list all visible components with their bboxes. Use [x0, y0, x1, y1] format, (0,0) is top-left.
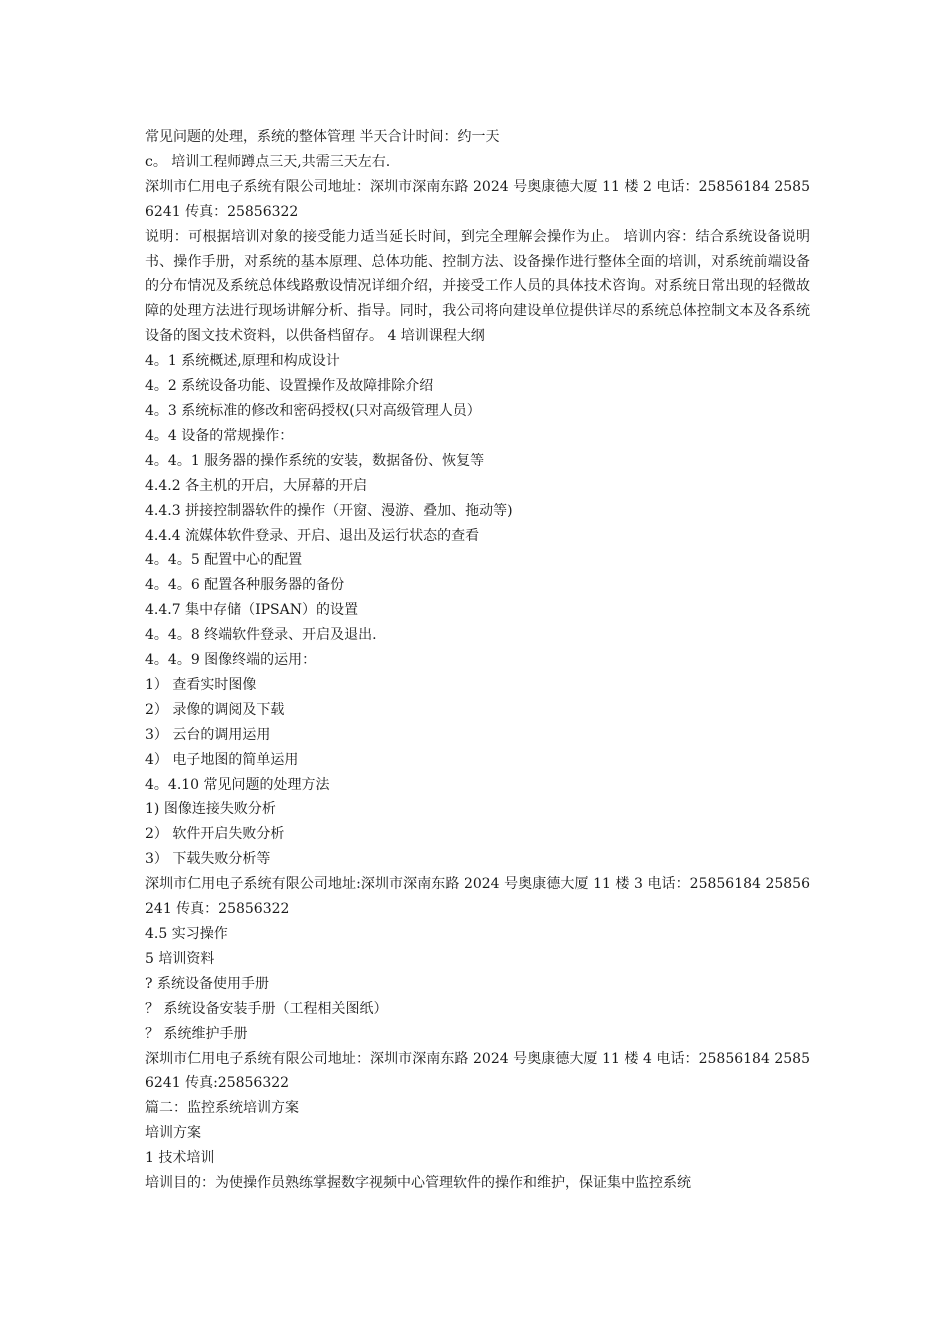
- list-item: 2） 软件开启失败分析: [145, 826, 285, 843]
- list-item: 1） 查看实时图像: [145, 676, 257, 693]
- outline-item: 4。2 系统设备功能、设置操作及故障排除介绍: [145, 378, 434, 395]
- list-item: ？ 系统维护手册: [145, 1025, 248, 1042]
- section-heading: 1 技术培训: [145, 1150, 215, 1167]
- list-item: ？ 系统设备安装手册（工程相关图纸）: [145, 1000, 388, 1017]
- outline-item: 4。4。5 配置中心的配置: [145, 552, 303, 569]
- text-paragraph: 培训目的：为使操作员熟练掌握数字视频中心管理软件的操作和维护，保证集中监控系统: [145, 1175, 691, 1192]
- outline-item: 4.4.3 拼接控制器软件的操作（开窗、漫游、叠加、拖动等): [145, 502, 513, 519]
- list-item: 1) 图像连接失败分析: [145, 801, 276, 818]
- outline-item: 4。1 系统概述,原理和构成设计: [145, 353, 340, 370]
- outline-item: 4。4。1 服务器的操作系统的安装，数据备份、恢复等: [145, 452, 485, 469]
- text-line: 常见问题的处理，系统的整体管理 半天合计时间：约一天: [145, 129, 500, 145]
- list-item: 2） 录像的调阅及下载: [145, 701, 285, 718]
- list-item: 3） 下载失败分析等: [145, 851, 271, 868]
- company-address-line: 深圳市仁用电子系统有限公司地址：深圳市深南东路 2024 号奥康德大厦 11 楼 2 电话：25856184 25856241 传真：25856322: [145, 178, 810, 220]
- outline-item: 4.5 实习操作: [145, 926, 228, 942]
- list-item: 3） 云台的调用运用: [145, 726, 271, 743]
- outline-item: 4.4.7 集中存储（IPSAN）的设置: [145, 602, 358, 619]
- document-body: [145, 125, 810, 1196]
- list-item: ? 系统设备使用手册: [145, 975, 269, 992]
- outline-item: 5 培训资料: [145, 950, 215, 967]
- outline-item: 4。4.10 常见问题的处理方法: [145, 776, 330, 793]
- outline-item: 4.4.4 流媒体软件登录、开启、退出及运行状态的查看: [145, 527, 480, 544]
- section-heading: 篇二：监控系统培训方案: [145, 1100, 299, 1117]
- outline-item: 4。4。6 配置各种服务器的备份: [145, 577, 345, 594]
- company-address-line: 深圳市仁用电子系统有限公司地址:深圳市深南东路 2024 号奥康德大厦 11 楼 3 电话：25856184 25856241 传真：25856322: [145, 876, 810, 918]
- outline-item: 4.4.2 各主机的开启，大屏幕的开启: [145, 477, 368, 494]
- outline-item: 4。4。8 终端软件登录、开启及退出.: [145, 627, 377, 644]
- section-heading: 培训方案: [145, 1125, 201, 1142]
- outline-item: 4。4。9 图像终端的运用：: [145, 652, 317, 669]
- text-line: c。 培训工程师蹲点三天,共需三天左右.: [145, 153, 391, 170]
- outline-item: 4。3 系统标准的修改和密码授权(只对高级管理人员）: [145, 402, 481, 419]
- list-item: 4） 电子地图的简单运用: [145, 751, 299, 768]
- outline-item: 4。4 设备的常规操作：: [145, 427, 294, 444]
- company-address-line: 深圳市仁用电子系统有限公司地址：深圳市深南东路 2024 号奥康德大厦 11 楼 4 电话：25856184 25856241 传真:25856322: [145, 1050, 810, 1092]
- text-paragraph: 说明：可根据培训对象的接受能力适当延长时间，到完全理解会操作为止。 培训内容：结合系统设备说明书、操作手册，对系统的基本原理、总体功能、控制方法、设备操作进行整体全面的培训，对系统前端设备的分布情况及系统总体线路敷设情况详细介绍，并接受工作人员的具体技术咨询。对系统日常出现的轻微故障的处理方法进行现场讲解分析、指导。同时，我公司将向建设单位提供详尽的系统总体控制文本及各系统设备的图文技术资料，以供备档留存。 4 培训课程大纲: [145, 228, 810, 345]
